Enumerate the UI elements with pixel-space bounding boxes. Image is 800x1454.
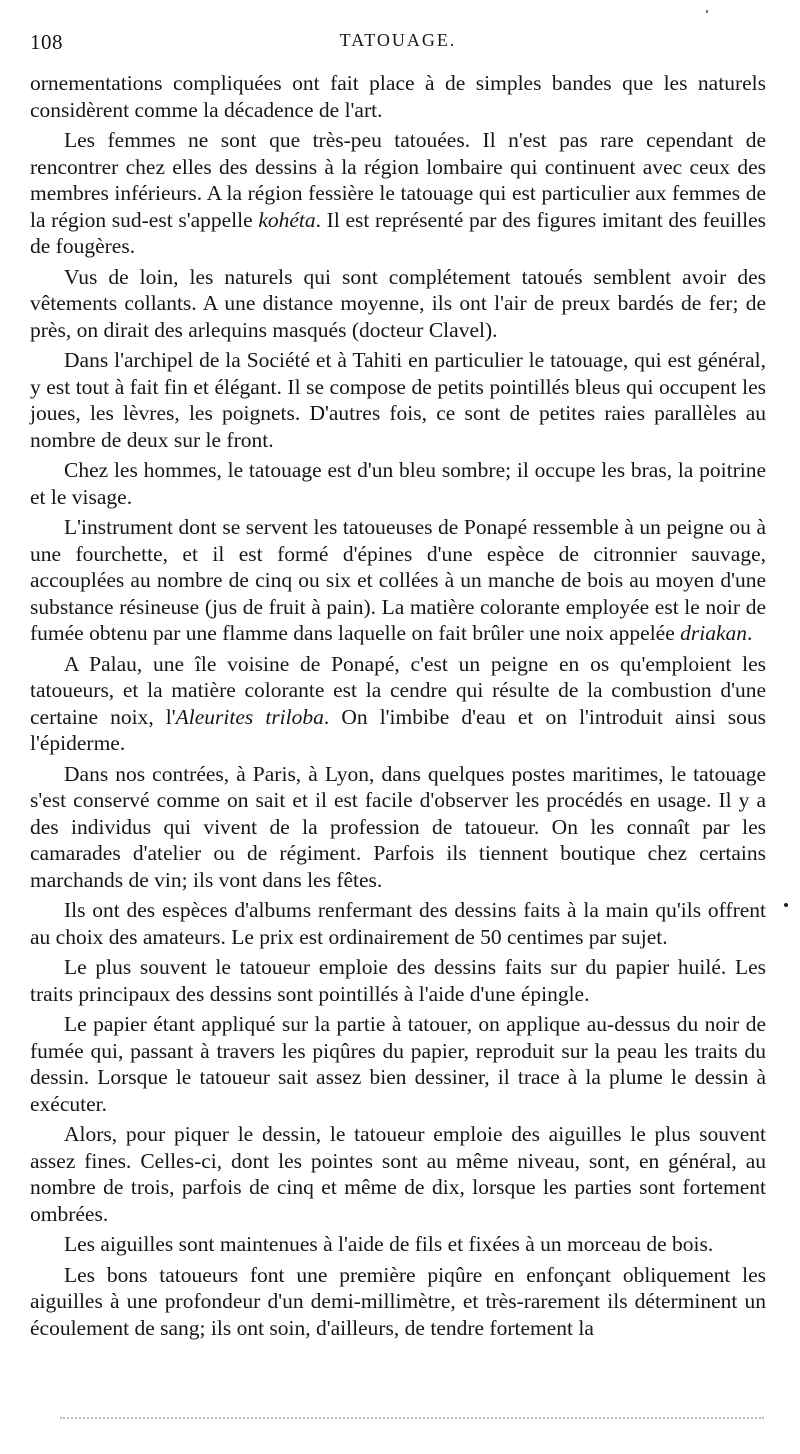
paragraph: Vus de loin, les naturels qui sont complétement tatoués semblent avoir des vêtements collants. A une distance moyenne, ils ont l'air de preux bardés de fer; de près, on dirait des arlequins masqués (docteur Clavel). [30, 264, 766, 342]
scan-speck [706, 10, 708, 13]
paragraph: Les bons tatoueurs font une première piqûre en enfonçant obliquement les aiguilles à une profondeur d'un demi-millimètre, et très-rarement ils déterminent un écoulement de sang; ils ont soin, d'ailleurs, de tendre fortement la [30, 1262, 766, 1340]
paragraph: Le plus souvent le tatoueur emploie des dessins faits sur du papier huilé. Les traits principaux des dessins sont pointillés à l'aide d'une épingle. [30, 955, 766, 1006]
paragraph: Ils ont des espèces d'albums renfermant des dessins faits à la main qu'ils offrent au choix des amateurs. Le prix est ordinairement de 50 centimes par sujet. [30, 898, 766, 949]
footer-dotted-rule [60, 1417, 764, 1419]
italic-term: driakan [680, 621, 748, 645]
book-page [30, 26, 766, 1345]
paragraph: A Palau, une île voisine de Ponapé, c'est un peigne en os qu'emploient les tatoueurs, et la matière colorante est la cendre qui résulte de la combustion d'une certaine noix, l'Aleurites triloba. On l'imbibe d'eau et on l'introduit ainsi sous l'épiderme. [30, 651, 766, 755]
paragraph: L'instrument dont se servent les tatoueuses de Ponapé ressemble à un peigne ou à une fourchette, et il est formé d'épines d'une espèce de citronnier sauvage, accouplées au nombre de cinq ou six et collées à un manche de bois au moyen d'une substance résineuse (jus de fruit à pain). La matière colorante employée est le noir de fumée obtenu par une flamme dans laquelle on fait brûler une noix appelée driakan. [30, 515, 766, 645]
paragraph: Les aiguilles sont maintenues à l'aide de fils et fixées à un morceau de bois. [64, 1232, 714, 1256]
paragraph: Alors, pour piquer le dessin, le tatoueur emploie des aiguilles le plus souvent assez fines. Celles-ci, dont les pointes sont au même niveau, sont, en général, au nombre de trois, parfois de cinq et même de dix, lorsque les parties sont fortement ombrées. [30, 1122, 766, 1226]
italic-term: Aleurites triloba [175, 704, 324, 729]
paragraph: Les femmes ne sont que très-peu tatouées. Il n'est pas rare cependant de rencontrer chez elles des dessins à la région lombaire qui continuent avec ceux des membres inférieurs. A la région fessière le tatouage qui est particulier aux femmes de la région sud-est s'appelle kohéta. Il est représenté par des figures imitant des feuilles de fougères. [30, 128, 766, 258]
page-header [30, 26, 766, 56]
running-title: TATOUAGE. [339, 30, 457, 50]
body-text [30, 70, 766, 1341]
paragraph: Le papier étant appliqué sur la partie à tatouer, on applique au-dessus du noir de fumée qui, passant à travers les piqûres du papier, reproduit sur la peau les traits du dessin. Lorsque le tatoueur sait assez bien dessiner, il trace à la plume le dessin à exécuter. [30, 1012, 766, 1116]
italic-term: kohéta [258, 207, 316, 232]
paragraph: Dans l'archipel de la Société et à Tahiti en particulier le tatouage, qui est général, y est tout à fait fin et élégant. Il se compose de petits pointillés bleus qui occupent les joues, les lèvres, les poignets. D'autres fois, ce sont de petites raies parallèles au nombre de deux sur le front. [30, 348, 766, 452]
margin-dot [784, 903, 788, 907]
page-number: 108 [30, 30, 63, 54]
paragraph: ornementations compliquées ont fait place à de simples bandes que les naturels considèrent comme la décadence de l'art. [30, 71, 766, 122]
paragraph: Chez les hommes, le tatouage est d'un bleu sombre; il occupe les bras, la poitrine et le visage. [30, 458, 766, 509]
paragraph: Dans nos contrées, à Paris, à Lyon, dans quelques postes maritimes, le tatouage s'est conservé comme on sait et il est facile d'observer les procédés en usage. Il y a des individus qui vivent de la profession de tatoueur. On les connaît par les camarades d'atelier ou de régiment. Parfois ils tiennent boutique chez certains marchands de vin; ils vont dans les fêtes. [30, 761, 766, 892]
